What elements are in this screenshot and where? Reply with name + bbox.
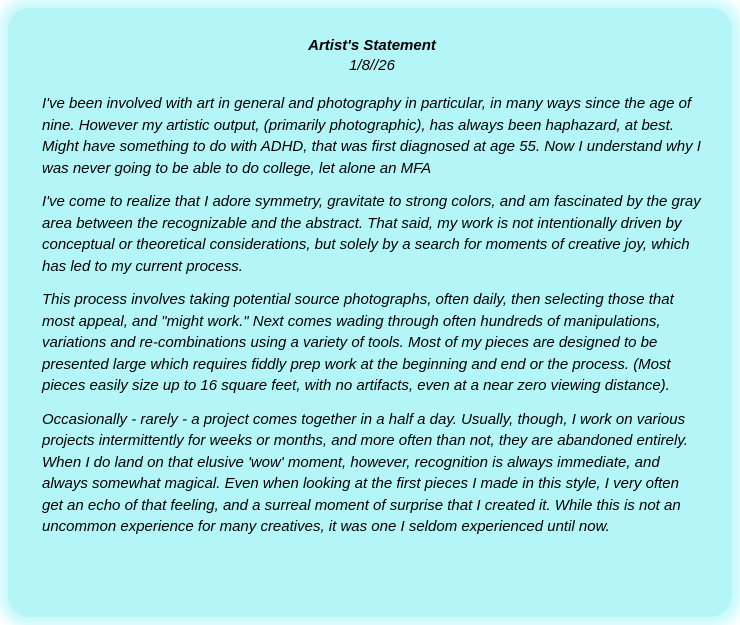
paragraph-2: I've come to realize that I adore symmetry, gravitate to strong colors, and am fascinated by the gray area between the recognizable and the abstract. That said, my work is not intentionally driven by conceptual or theoretical considerations, but solely by a search for moments of creative joy, which has led to my current process.	[42, 193, 701, 275]
paragraph-3: This process involves taking potential source photographs, often daily, then selecting those that most appeal, and "might work." Next comes wading through often hundreds of manipulations, variations and re-combinations using a variety of tools. Most of my pieces are designed to be presented large which requires fiddly prep work at the beginning and end or the process. (Most pieces easily size up to 16 square feet, with no artifacts, even at a near zero viewing distance).	[42, 291, 674, 394]
statement-content	[42, 36, 702, 550]
paragraph-1: I've been involved with art in general and photography in particular, in many ways since the age of nine. However my artistic output, (primarily photographic), has always been haphazard, at best. Might have something to do with ADHD, that was first diagnosed at age 55. Now I understand why I was never going to be able to do college, let alone an MFA	[42, 95, 701, 177]
document-title: Artist's Statement	[308, 37, 436, 54]
paragraph-4: Occasionally - rarely - a project comes together in a half a day. Usually, though, I work on various projects intermittently for weeks or months, and more often than not, they are abandoned entirely. When I do land on that elusive 'wow' moment, however, recognition is always immediate, and always somewhat magical. Even when looking at the first pieces I made in this style, I very often get an echo of that feeling, and a surreal moment of surprise that I created it. While this is not an uncommon experience for many creatives, it was one I seldom experienced until now.	[42, 410, 688, 535]
document-date: 1/8//26	[349, 57, 395, 74]
